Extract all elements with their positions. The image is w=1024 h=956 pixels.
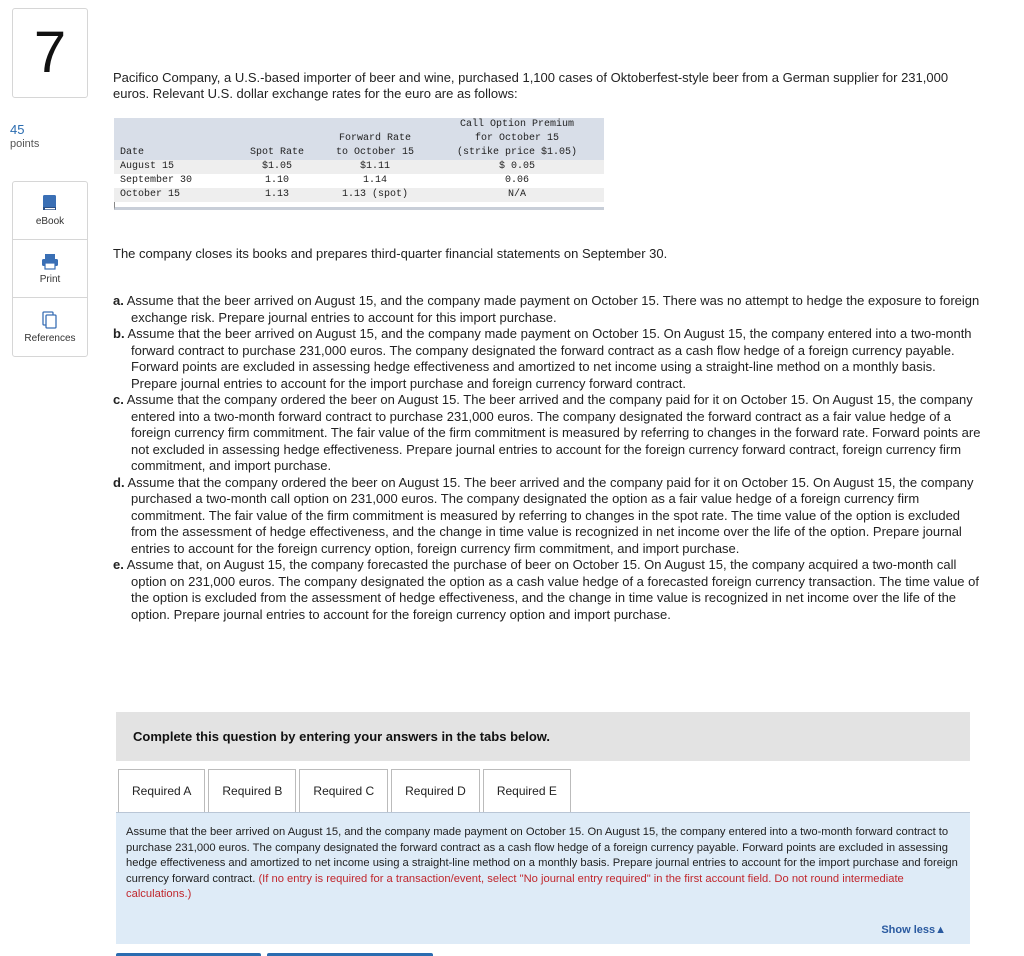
table-row bbox=[114, 160, 604, 174]
references-label: References bbox=[24, 332, 76, 344]
tab-required-a[interactable]: Required A bbox=[118, 769, 205, 813]
cell-option: $ 0.05 bbox=[498, 161, 535, 172]
table-header-row bbox=[114, 118, 604, 160]
question-number-box bbox=[12, 8, 88, 98]
requirement-panel bbox=[116, 812, 970, 944]
cell-forward: 1.14 bbox=[362, 175, 387, 186]
cell-option: N/A bbox=[507, 189, 526, 200]
cell-forward: $1.11 bbox=[359, 161, 390, 172]
requirements-list bbox=[113, 293, 983, 623]
header-option: Call Option Premium for October 15 (strike price $1.05) bbox=[456, 119, 578, 158]
ebook-label: eBook bbox=[35, 216, 65, 227]
print-button[interactable] bbox=[13, 240, 87, 298]
cell-spot: $1.05 bbox=[261, 161, 292, 172]
table-row bbox=[114, 174, 604, 188]
resource-rail bbox=[12, 181, 88, 357]
panel-text: Assume that the beer arrived on August 15, and the company made payment on October 15. On August 15, the company entered into a two-month forward contract to purchase 231,000 euros. The company designated the forward contract as a cash flow hedge of a foreign currency payable. Forward points are excluded in assessing hedge effectiveness and amortized to net income using a straight-line method on a monthly basis. Prepare journal entries to account for the import purchase and foreign currency forward contract. (If no entry is required for a transaction/event, select "No journal entry required" in the first account field. Do not round intermediate calculations.) bbox=[126, 826, 958, 900]
points-value: 45 bbox=[10, 122, 25, 137]
tab-required-d[interactable]: Required D bbox=[391, 769, 480, 813]
requirement-item: c. Assume that the company ordered the beer on August 15. The beer arrived and the company paid for it on October 15. On August 15, the company entered into a two-month forward contract to purchase 231,000 euros. The company designated the forward contract as a fair value hedge of a foreign currency firm commitment. The fair value of the firm commitment is measured by referring to changes in the forward rate. Forward points are not excluded in assessing hedge effectiveness. Prepare journal entries to account for the foreign currency forward contract, foreign currency firm commitment, and import purchase. bbox=[113, 392, 981, 473]
cell-date: August 15 bbox=[120, 161, 175, 172]
header-date: Date bbox=[120, 147, 145, 158]
header-forward: Forward Rate to October 15 bbox=[335, 133, 414, 158]
table-bottom-rule bbox=[114, 202, 604, 210]
cell-spot: 1.13 bbox=[264, 189, 289, 200]
header-spot: Spot Rate bbox=[249, 147, 304, 158]
ebook-button[interactable] bbox=[13, 182, 87, 240]
closes-text: The company closes its books and prepares third-quarter financial statements on September 30. bbox=[113, 246, 668, 261]
intro-text: Pacifico Company, a U.S.-based importer of beer and wine, purchased 1,100 cases of Oktoberfest-style beer from a German supplier for 231,000 euros. Relevant U.S. dollar exchange rates for the euro are as follows: bbox=[113, 70, 949, 101]
panel-note: (If no entry is required for a transaction/event, select "No journal entry required" in the first account field. Do not round intermediate calculations.) bbox=[126, 872, 904, 900]
question-intro bbox=[113, 70, 983, 102]
question-number: 7 bbox=[33, 20, 67, 85]
requirement-item: d. Assume that the company ordered the beer on August 15. The beer arrived and the company paid for it on October 15. On August 15, the company purchased a two-month call option on 231,000 euros. The company designated the option as a fair value hedge of a foreign currency firm commitment. The fair value of the firm commitment is measured by referring to changes in the spot rate. The time value of the option is excluded from the assessment of hedge effectiveness, and the change in time value is recognized in net income over the life of the option. Prepare journal entries to account for the foreign currency option, foreign currency firm commitment, and import purchase. bbox=[113, 474, 974, 556]
requirement-item: e. Assume that, on August 15, the company forecasted the purchase of beer on October 15. On August 15, the company acquired a two-month call option on 231,000 euros. The company designated the option as a cash value hedge of a forecasted foreign currency transaction. The time value of the option is excluded from the assessment of hedge effectiveness, and the change in time value is recognized in net income over the life of the option. Prepare journal entries to account for the foreign currency option and import purchase. bbox=[113, 557, 979, 622]
cell-date: October 15 bbox=[120, 189, 181, 200]
cell-date: September 30 bbox=[120, 175, 193, 186]
printer-icon bbox=[41, 253, 59, 270]
cell-forward: 1.13 (spot) bbox=[341, 189, 408, 200]
cell-spot: 1.10 bbox=[264, 175, 289, 186]
required-tabs bbox=[118, 769, 571, 813]
references-icon bbox=[42, 311, 58, 329]
print-label: Print bbox=[39, 273, 61, 285]
requirement-item: a. Assume that the beer arrived on August 15, and the company made payment on October 15. There was no attempt to hedge the exposure to foreign exchange risk. Prepare journal entries to account for this import purchase. bbox=[113, 293, 980, 325]
cell-option: 0.06 bbox=[504, 175, 529, 186]
complete-banner: Complete this question by entering your answers in the tabs below. bbox=[116, 712, 970, 761]
tab-required-e[interactable]: Required E bbox=[483, 769, 571, 813]
table-row bbox=[114, 188, 604, 202]
book-icon bbox=[42, 194, 58, 212]
tab-required-b[interactable]: Required B bbox=[208, 769, 296, 813]
points-label: points bbox=[10, 138, 40, 150]
references-button[interactable] bbox=[13, 298, 87, 356]
show-less-link[interactable]: Show less▲ bbox=[881, 924, 946, 936]
points-indicator bbox=[10, 122, 80, 151]
exchange-rates-table bbox=[114, 118, 604, 210]
requirement-item: b. Assume that the beer arrived on August 15, and the company made payment on October 15. On August 15, the company entered into a two-month forward contract to purchase 231,000 euros. The company designated the forward contract as a cash flow hedge of a foreign currency payable. Forward points are excluded in assessing hedge effectiveness and amortized to net income using a straight-line method on a monthly basis. Prepare journal entries to account for the import purchase and foreign currency forward contract. bbox=[113, 326, 972, 391]
tab-required-c[interactable]: Required C bbox=[299, 769, 388, 813]
